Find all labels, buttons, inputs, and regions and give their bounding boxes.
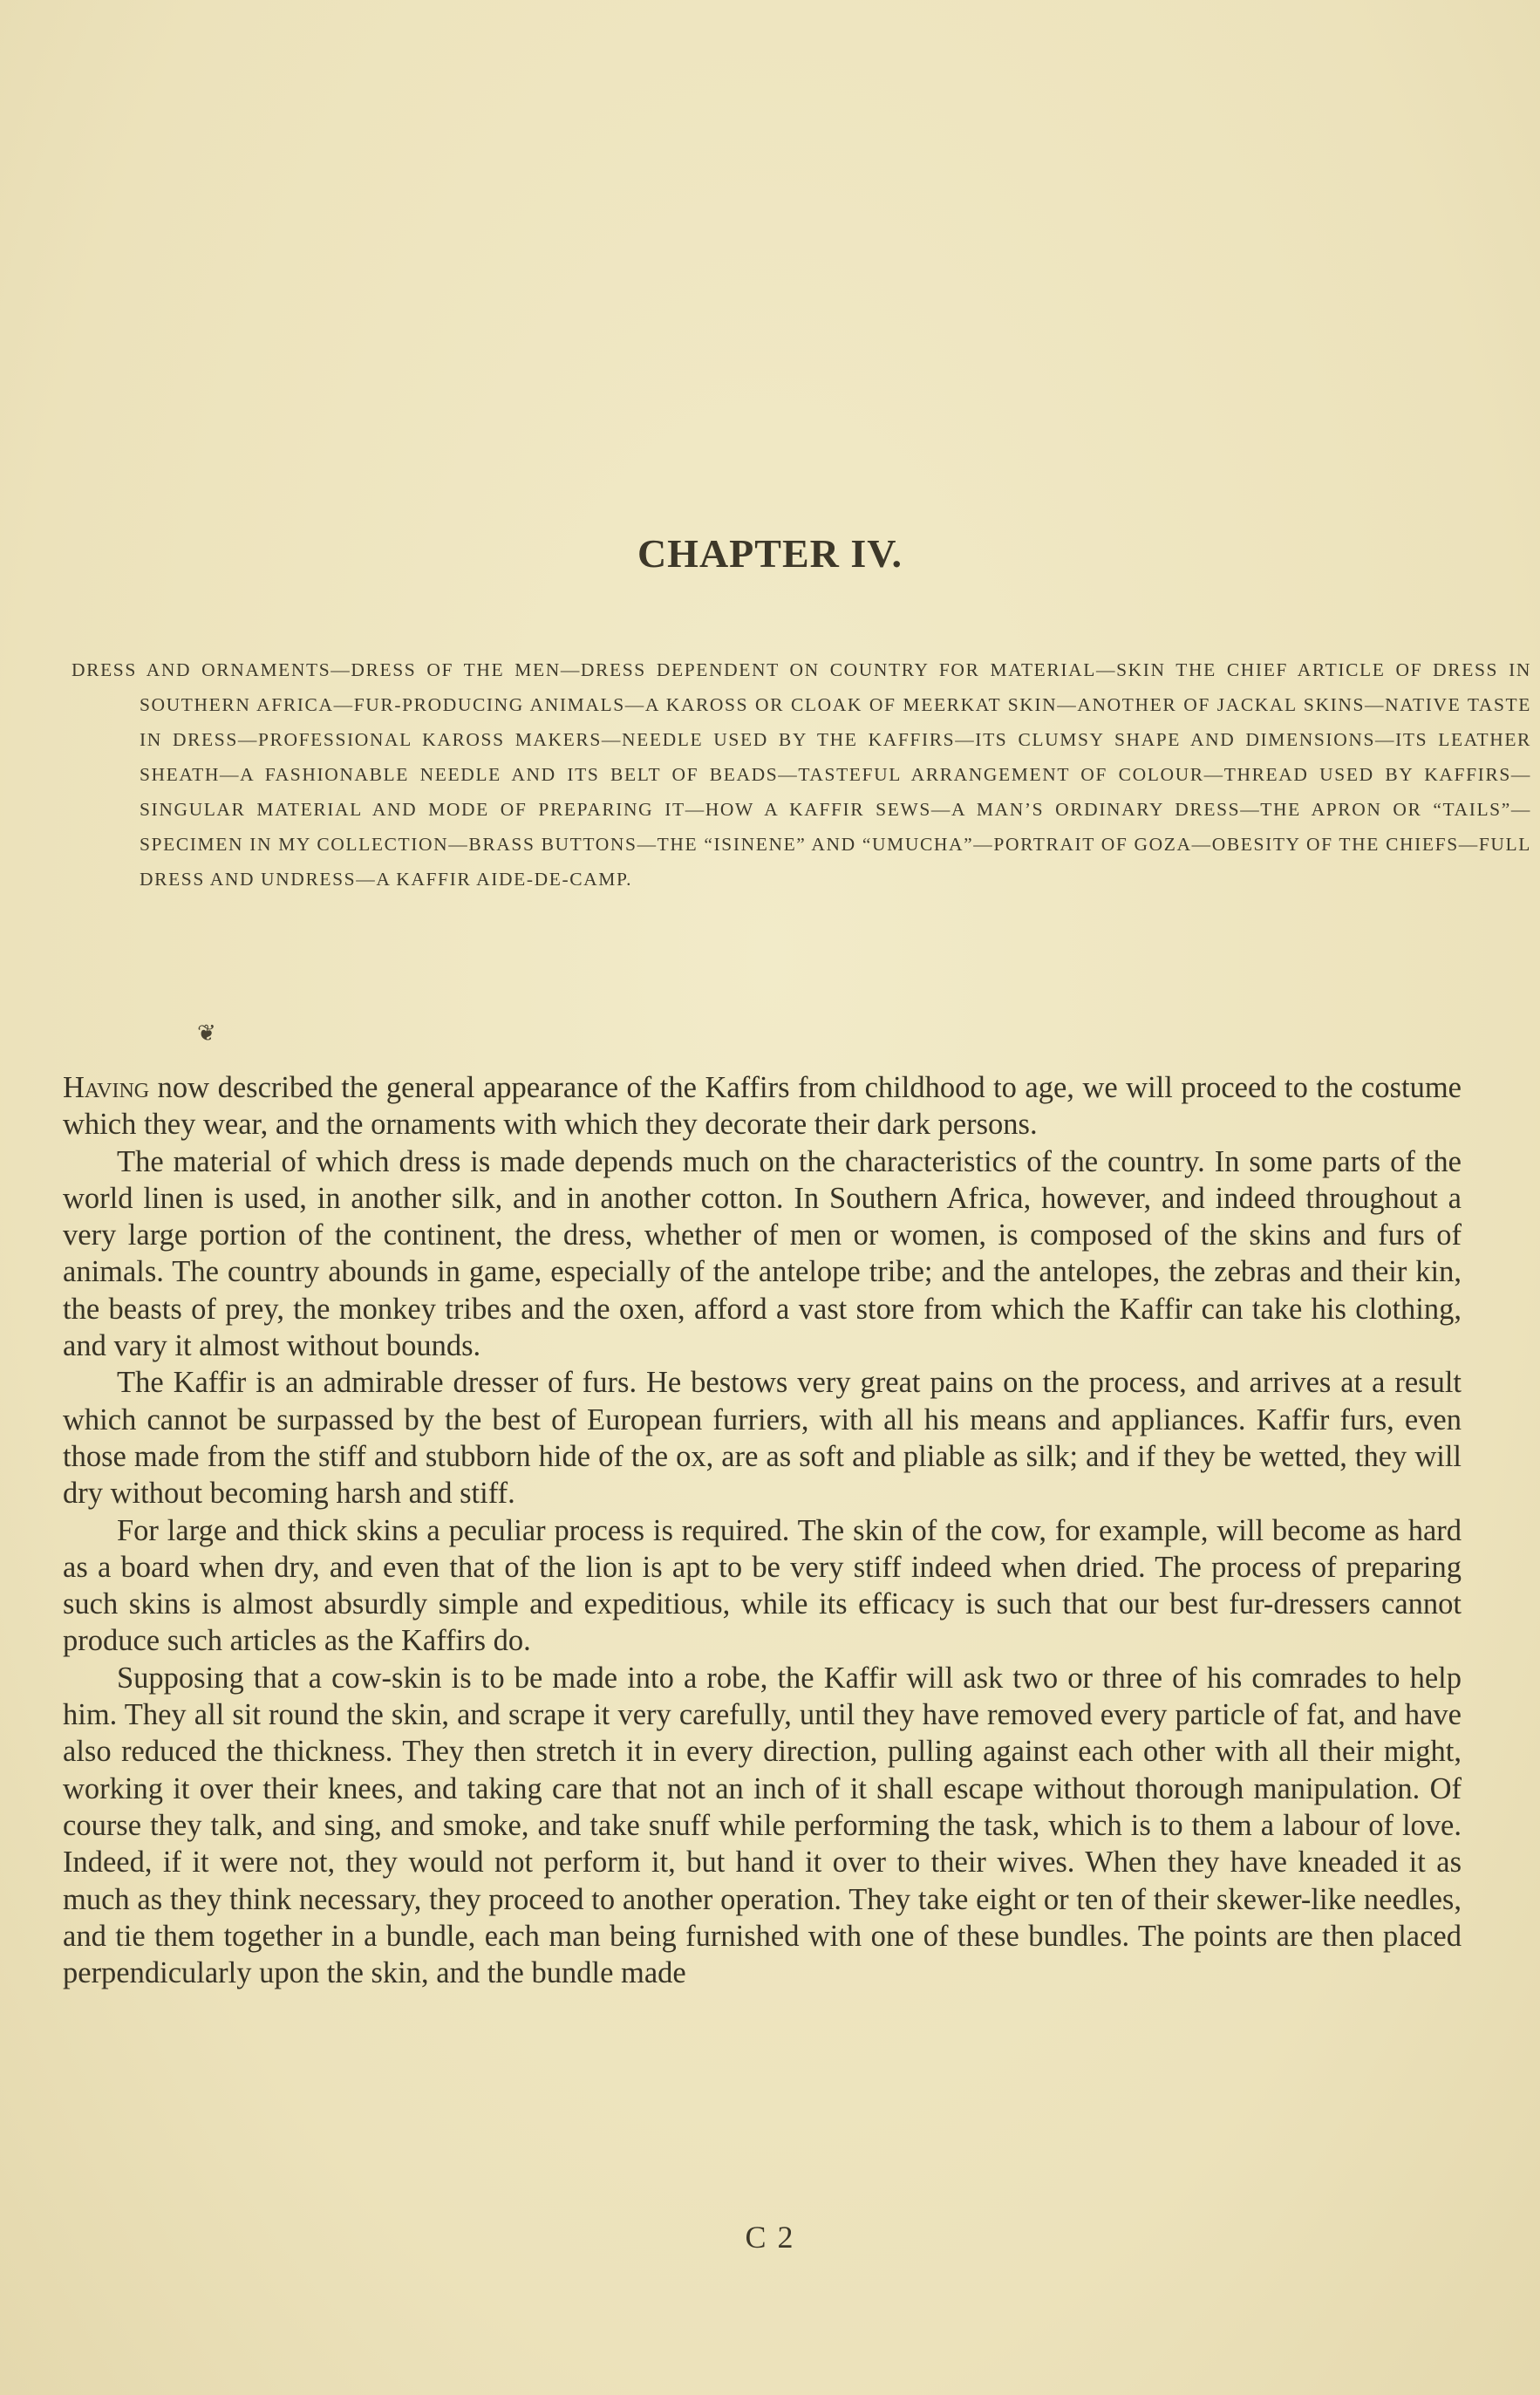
opening-word: Having	[63, 1071, 150, 1104]
chapter-synopsis: DRESS AND ORNAMENTS—DRESS OF THE MEN—DRESS DEPENDENT ON COUNTRY FOR MATERIAL—SKIN THE CHIEF ARTICLE OF DRESS IN SOUTHERN AFRICA—FUR-PRODUCING ANIMALS—A KAROSS OR CLOAK OF MEERKAT SKIN—ANOTHER OF JACKAL SKINS—NATIVE TASTE IN DRESS—PROFESSIONAL KAROSS MAKERS—NEEDLE USED BY THE KAFFIRS—ITS CLUMSY SHAPE AND DIMENSIONS—ITS LEATHER SHEATH—A FASHIONABLE NEEDLE AND ITS BELT OF BEADS—TASTEFUL ARRANGEMENT OF COLOUR—THREAD USED BY KAFFIRS—SINGULAR MATERIAL AND MODE OF PREPARING IT—HOW A KAFFIR SEWS—A MAN’S ORDINARY DRESS—THE APRON OR “TAILS”—SPECIMEN IN MY COLLECTION—BRASS BUTTONS—THE “ISINENE” AND “UMUCHA”—PORTRAIT OF GOZA—OBESITY OF THE CHIEFS—FULL DRESS AND UNDRESS—A KAFFIR AIDE-DE-CAMP.	[72, 659, 1531, 890]
paragraph-4: For large and thick skins a peculiar process is required. The skin of the cow, for example, will become as hard as a board when dry, and even that of the lion is apt to be very stiff indeed when dried. The process of preparing such skins is almost absurdly simple and expeditious, while its efficacy is such that our best fur-dressers cannot produce such articles as the Kaffirs do.	[63, 1513, 1462, 1658]
ornament-icon: ❦	[197, 1020, 216, 1047]
paragraph-2: The material of which dress is made depends much on the characteristics of the country. In some parts of the world linen is used, in another silk, and in another cotton. In Southern Africa, however, and indeed throughout a very large portion of the continent, the dress, whether of men or women, is composed of the skins and furs of animals. The country abounds in game, especially of the antelope tribe; and the antelopes, the zebras and their kin, the beasts of prey, the monkey tribes and the oxen, afford a vast store from which the Kaffir can take his clothing, and vary it almost without bounds.	[63, 1144, 1462, 1363]
body-text	[63, 1069, 1462, 1991]
paragraph-3: The Kaffir is an admirable dresser of furs. He bestows very great pains on the process, and arrives at a result which cannot be surpassed by the best of European furriers, with all his means and appliances. Kaffir furs, even those made from the stiff and stubborn hide of the ox, are as soft and pliable as silk; and if they be wetted, they will dry without becoming harsh and stiff.	[63, 1366, 1462, 1511]
paragraph-1-text: now described the general appearance of the Kaffirs from childhood to age, we will proceed to the costume which they wear, and the ornaments with which they decorate their dark persons.	[63, 1071, 1462, 1142]
chapter-title: CHAPTER IV.	[637, 531, 903, 576]
paragraph-1	[63, 1069, 1462, 1143]
signature-mark: C 2	[745, 2220, 795, 2255]
paragraph-5: Supposing that a cow-skin is to be made into a robe, the Kaffir will ask two or three of his comrades to help him. They all sit round the skin, and scrape it very carefully, until they have removed every particle of fat, and have also reduced the thickness. They then stretch it in every direction, pulling against each other with all their might, working it over their knees, and taking care that not an inch of it shall escape without thorough manipulation. Of course they talk, and sing, and smoke, and take snuff while performing the task, which is to them a labour of love. Indeed, if it were not, they would not perform it, but hand it over to their wives. When they have kneaded it as much as they think necessary, they proceed to another operation. They take eight or ten of their skewer-like needles, and tie them together in a bundle, each man being furnished with one of these bundles. The points are then placed perpendicularly upon the skin, and the bundle made	[63, 1661, 1462, 1990]
